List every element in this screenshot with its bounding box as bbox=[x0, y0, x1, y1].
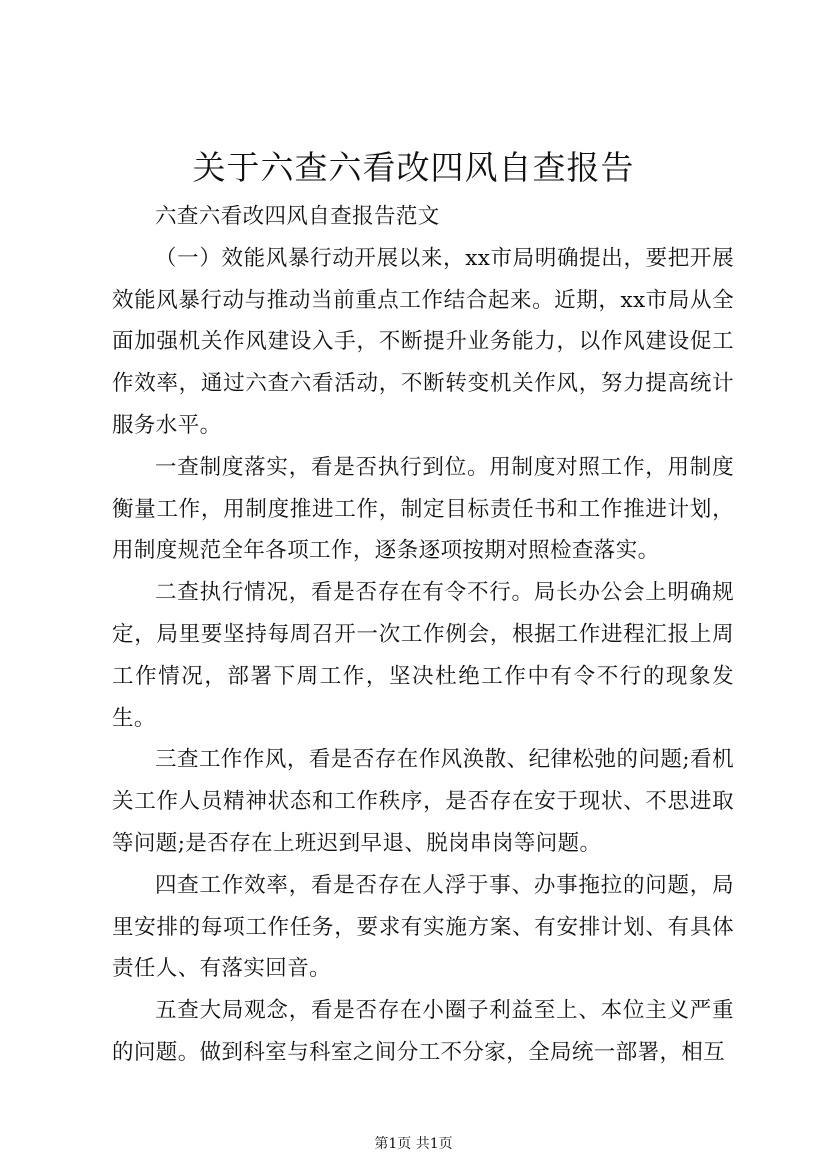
paragraph-check-1: 一查制度落实，看是否执行到位。用制度对照工作，用制度衡量工作，用制度推进工作，制定目标责任书和工作推进计划，用制度规范全年各项工作，逐条逐项按期对照检查落实。 bbox=[112, 454, 734, 564]
paragraph-intro: （一）效能风暴行动开展以来，xx市局明确提出，要把开展效能风暴行动与推动当前重点工作结合起来。近期，xx市局从全面加强机关作风建设入手，不断提升业务能力，以作风建设促工作效率，通过六查六看活动，不断转变机关作风，努力提高统计服务水平。 bbox=[112, 245, 734, 438]
paragraph-check-3: 三查工作作风，看是否存在作风涣散、纪律松弛的问题;看机关工作人员精神状态和工作秩序，是否存在安于现状、不思进取等问题;是否存在上班迟到早退、脱岗串岗等问题。 bbox=[112, 747, 734, 856]
paragraph-check-5: 五查大局观念，看是否存在小圈子利益至上、本位主义严重的问题。做到科室与科室之间分工不分家，全局统一部署，相互 bbox=[112, 998, 734, 1065]
page-footer: 第1页 共1页 bbox=[374, 1136, 453, 1152]
document-title: 关于六查六看改四风自查报告 bbox=[192, 148, 635, 187]
paragraph-subtitle: 六查六看改四风自查报告范文 bbox=[155, 204, 440, 229]
paragraph-check-2: 二查执行情况，看是否存在有令不行。局长办公会上明确规定，局里要坚持每周召开一次工作例会，根据工作进程汇报上周工作情况，部署下周工作，坚决杜绝工作中有令不行的现象发生。 bbox=[112, 580, 734, 731]
document-body bbox=[112, 196, 734, 1074]
paragraph-check-4: 四查工作效率，看是否存在人浮于事、办事拖拉的问题，局里安排的每项工作任务，要求有实施方案、有安排计划、有具体责任人、有落实回音。 bbox=[112, 872, 734, 982]
